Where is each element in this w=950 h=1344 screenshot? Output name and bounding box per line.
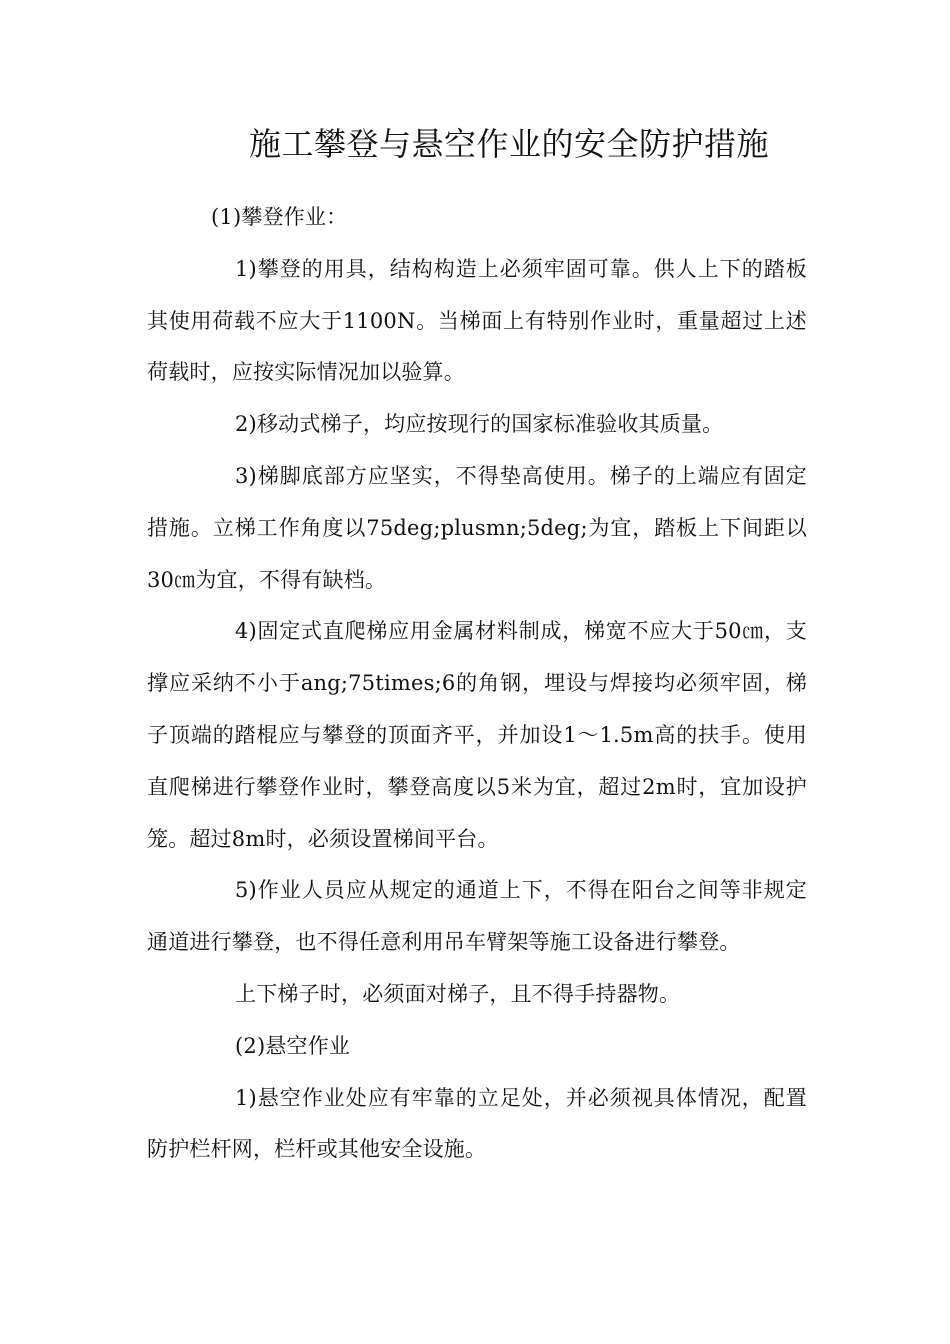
section-heading-climbing: (1)攀登作业：: [211, 205, 348, 229]
paragraph-access-route: 5)作业人员应从规定的通道上下，不得在阳台之间等非规定通道进行攀登，也不得任意利用吊车臂架等施工设备进行攀登。: [147, 878, 807, 955]
document-title: 施工攀登与悬空作业的安全防护措施: [248, 125, 769, 163]
paragraph-mobile-ladder: 2)移动式梯子，均应按现行的国家标准验收其质量。: [235, 412, 724, 437]
paragraph-suspended-footing: 1)悬空作业处应有牢靠的立足处，并必须视具体情况，配置防护栏杆网，栏杆或其他安全设施。: [147, 1085, 807, 1162]
paragraph-face-ladder: 上下梯子时，必须面对梯子，且不得手持器物。: [235, 981, 681, 1006]
paragraph-ladder-foot: 3)梯脚底部方应坚实，不得垫高使用。梯子的上端应有固定措施。立梯工作角度以75deg;plusmn;5deg;为宜，踏板上下间距以30㎝为宜，不得有缺档。: [147, 463, 807, 592]
section-heading-suspended: (2)悬空作业: [235, 1033, 351, 1058]
paragraph-fixed-ladder: 4)固定式直爬梯应用金属材料制成，梯宽不应大于50㎝，支撑应采纳不小于ang;75times;6的角钢，埋设与焊接均必须牢固，梯子顶端的踏棍应与攀登的顶面齐平，并加设1～1.5m高的扶手。使用直爬梯进行攀登作业时，攀登高度以5米为宜，超过2m时，宜加设护笼。超过8m时，必须设置梯间平台。: [147, 619, 807, 851]
paragraph-climbing-tools: 1)攀登的用具，结构构造上必须牢固可靠。供人上下的踏板其使用荷载不应大于1100N。当梯面上有特别作业时，重量超过上述荷载时，应按实际情况加以验算。: [147, 256, 807, 385]
document-body: [147, 192, 807, 1176]
